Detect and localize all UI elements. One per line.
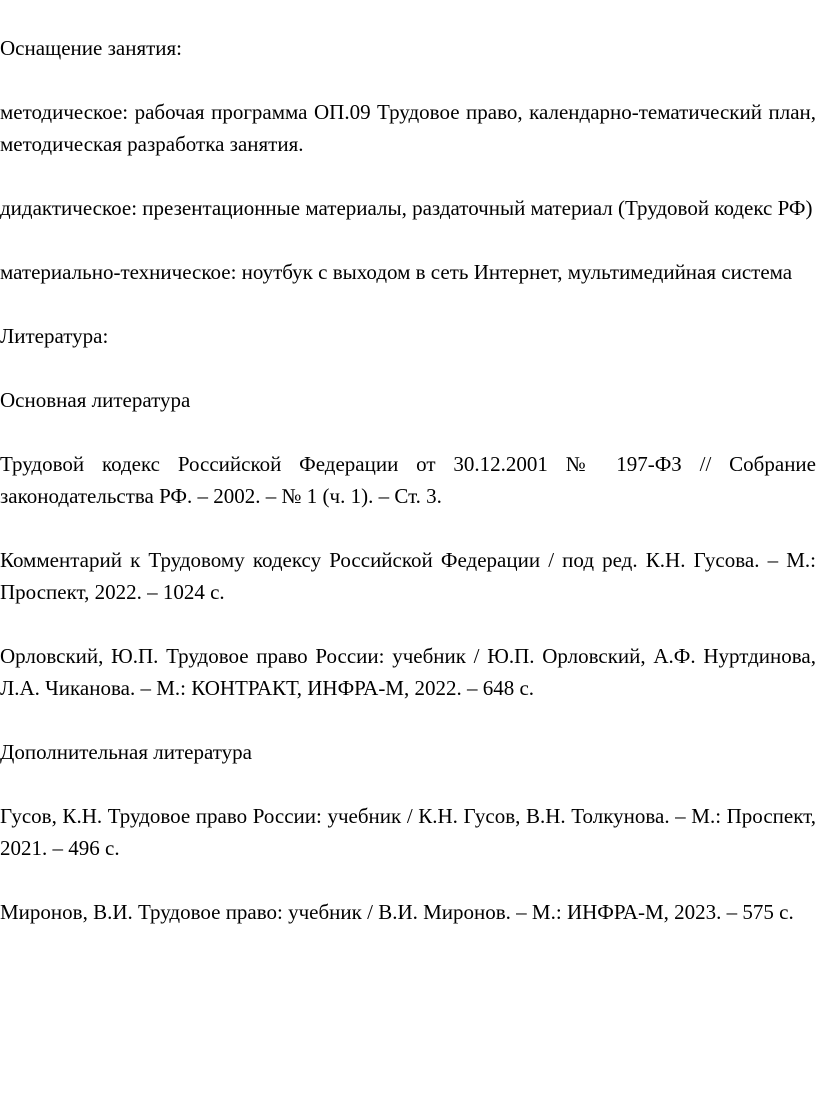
additional-literature-item: Гусов, К.Н. Трудовое право России: учебник / К.Н. Гусов, В.Н. Толкунова. – М.: Проспект, 2021. – 496 с.	[0, 804, 816, 860]
equipment-technical: материально-техническое: ноутбук с выходом в сеть Интернет, мультимедийная система	[0, 260, 793, 284]
main-literature-item: Комментарий к Трудовому кодексу Российской Федерации / под ред. К.Н. Гусова. – М.: Проспект, 2022. – 1024 с.	[0, 548, 816, 604]
additional-literature-item: Миронов, В.И. Трудовое право: учебник / В.И. Миронов. – М.: ИНФРА-М, 2023. – 575 с.	[0, 900, 794, 924]
main-literature-item: Орловский, Ю.П. Трудовое право России: учебник / Ю.П. Орловский, А.Ф. Нуртдинова, Л.А. Чиканова. – М.: КОНТРАКТ, ИНФРА-М, 2022. – 648 с.	[0, 644, 816, 700]
additional-literature-heading: Дополнительная литература	[0, 740, 252, 764]
literature-heading: Литература:	[0, 324, 109, 348]
main-literature-heading: Основная литература	[0, 388, 191, 412]
equipment-heading: Оснащение занятия:	[0, 36, 183, 60]
equipment-methodical: методическое: рабочая программа ОП.09 Трудовое право, календарно-тематический план, методическая разработка занятия.	[0, 100, 816, 156]
main-literature-item: Трудовой кодекс Российской Федерации от 30.12.2001 № 197-ФЗ // Собрание законодательства РФ. – 2002. – № 1 (ч. 1). – Ст. 3.	[0, 452, 816, 508]
equipment-didactic: дидактическое: презентационные материалы, раздаточный материал (Трудовой кодекс РФ)	[0, 196, 813, 220]
